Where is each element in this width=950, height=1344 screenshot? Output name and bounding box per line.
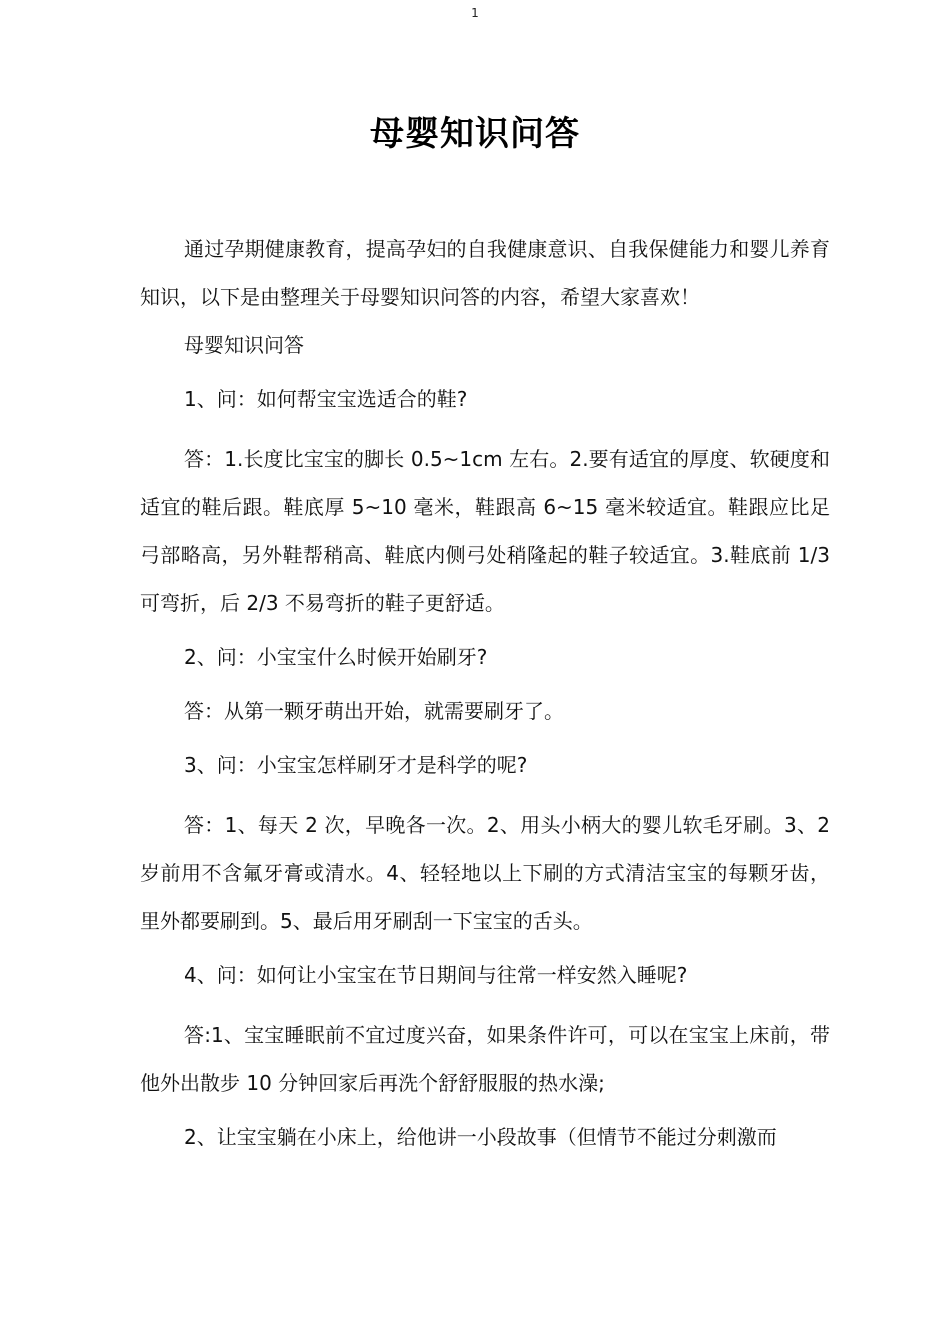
answer-3: 答：1、每天 2 次，早晚各一次。2、用头小柄大的婴儿软毛牙刷。3、2 岁前用不含氟牙膏或清水。4、轻轻地以上下刷的方式清洁宝宝的每颗牙齿，里外都要刷到。5、最后用牙刷刮一下宝宝的舌头。 — [140, 813, 830, 933]
question-2: 2、问：小宝宝什么时候开始刷牙? — [184, 645, 488, 669]
question-3: 3、问：小宝宝怎样刷牙才是科学的呢? — [184, 753, 528, 777]
answer-1: 答：1.长度比宝宝的脚长 0.5~1cm 左右。2.要有适宜的厚度、软硬度和适宜的鞋后跟。鞋底厚 5~10 毫米，鞋跟高 6~15 毫米较适宜。鞋跟应比足弓部略高，另外鞋帮稍高、鞋底内侧弓处稍隆起的鞋子较适宜。3.鞋底前 1/3 可弯折，后 2/3 不易弯折的鞋子更舒适。 — [140, 447, 830, 615]
question-4: 4、问：如何让小宝宝在节日期间与往常一样安然入睡呢? — [184, 963, 688, 987]
answer-2: 答：从第一颗牙萌出开始，就需要刷牙了。 — [184, 699, 564, 723]
question-1: 1、问：如何帮宝宝选适合的鞋? — [184, 387, 468, 411]
document-title: 母婴知识问答 — [370, 114, 580, 154]
answer-4-part-2: 2、让宝宝躺在小床上，给他讲一小段故事（但情节不能过分刺激而 — [184, 1125, 777, 1149]
page-number: 1 — [471, 6, 479, 20]
answer-4-part-1: 答:1、宝宝睡眠前不宜过度兴奋，如果条件许可，可以在宝宝上床前，带他外出散步 10 分钟回家后再洗个舒舒服服的热水澡; — [140, 1023, 830, 1095]
section-heading: 母婴知识问答 — [184, 333, 304, 357]
document-body — [140, 225, 830, 1161]
intro-paragraph: 通过孕期健康教育，提高孕妇的自我健康意识、自我保健能力和婴儿养育知识，以下是由整理关于母婴知识问答的内容，希望大家喜欢！ — [140, 237, 830, 309]
